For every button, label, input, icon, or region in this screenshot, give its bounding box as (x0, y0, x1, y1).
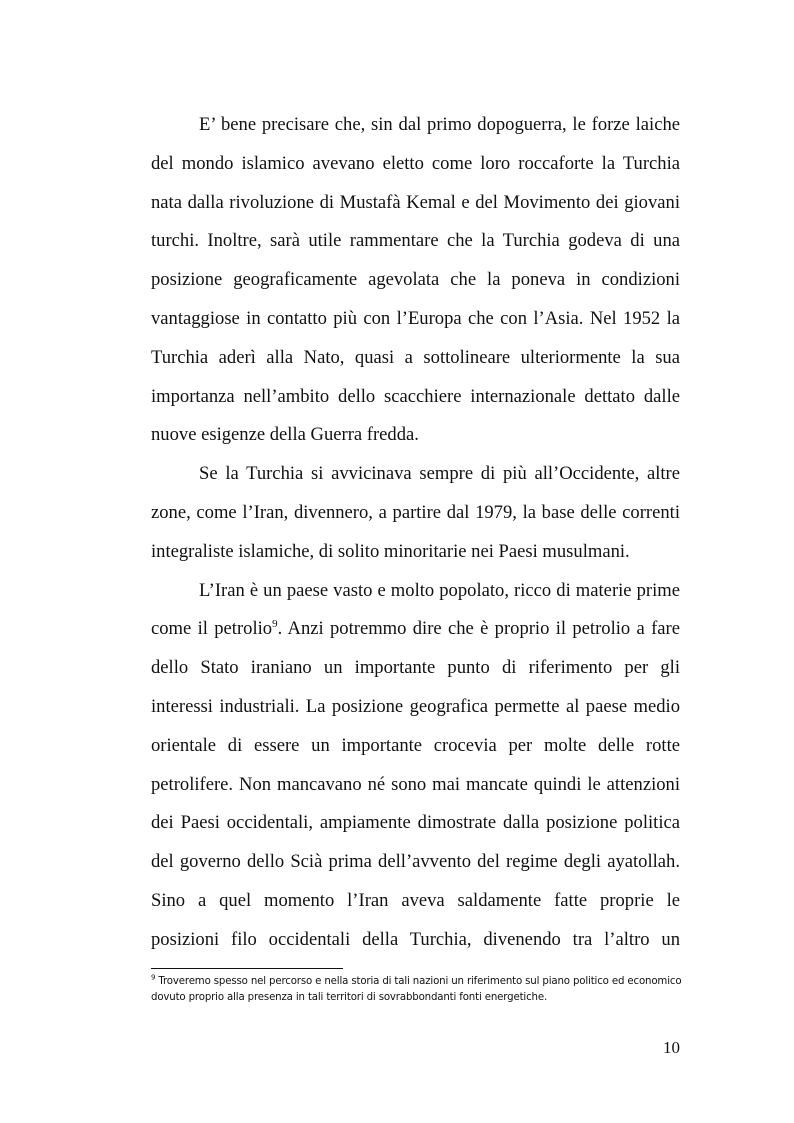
text-line: L’Iran è un paese vasto e molto popolato, ricco di materie prime (199, 579, 680, 601)
text-line: posizione geograficamente agevolata che la poneva in condizioni (151, 269, 680, 291)
text-line: E’ bene precisare che, sin dal primo dopoguerra, le forze laiche (199, 114, 680, 135)
text-line: orientale di essere un importante crocevia per molte delle rotte (151, 734, 680, 756)
footnote-separator (151, 968, 343, 969)
text-line: Turchia aderì alla Nato, quasi a sottolineare ulteriormente la sua (151, 346, 680, 368)
footnote-reference[interactable]: 9 (272, 618, 278, 631)
text-fragment: . Anzi potremmo dire che è proprio il petrolio a fare (277, 618, 680, 640)
text-line: vantaggiose in contatto più con l’Europa che con l’Asia. Nel 1952 la (151, 307, 680, 329)
footnote (151, 974, 691, 1006)
text-line: Sino a quel momento l’Iran aveva saldamente fatte proprie le (151, 889, 680, 911)
text-line: del mondo islamico avevano eletto come loro roccaforte la Turchia (151, 152, 680, 174)
text-line: posizioni filo occidentali della Turchia, divenendo tra l’altro un (151, 928, 680, 950)
body-text (151, 106, 680, 960)
text-line: interessi industriali. La posizione geografica permette al paese medio (151, 695, 680, 717)
footnote-marker: 9 (151, 973, 156, 982)
text-line: nuove esigenze della Guerra fredda. (151, 424, 419, 446)
text-fragment: come il petrolio (151, 618, 273, 640)
text-line: turchi. Inoltre, sarà utile rammentare che la Turchia godeva di una (151, 230, 680, 252)
text-line-with-footnote-ref (151, 610, 680, 649)
text-line: del governo dello Scià prima dell’avvento del regime degli ayatollah. (151, 851, 680, 873)
text-line: importanza nell’ambito dello scacchiere internazionale dettato dalle (151, 385, 680, 407)
text-line: nata dalla rivoluzione di Mustafà Kemal e del Movimento dei giovani (151, 191, 680, 213)
paragraph-iran-petrolio (151, 572, 680, 960)
text-line: dei Paesi occidentali, ampiamente dimostrate dalla posizione politica (151, 812, 680, 834)
text-line: integraliste islamiche, di solito minoritarie nei Paesi musulmani. (151, 540, 630, 562)
text-line: Se la Turchia si avvicinava sempre di più all’Occidente, altre (199, 463, 680, 485)
footnote-text: Troveremo spesso nel percorso e nella storia di tali nazioni un riferimento sul piano politico ed economico dovuto proprio alla presenza in tali territori di sovrabbondanti fonti energetiche. (151, 976, 682, 1003)
paragraph-turchia-laica (151, 106, 680, 455)
text-line: petrolifere. Non mancavano né sono mai mancate quindi le attenzioni (151, 773, 680, 795)
text-line: zone, come l’Iran, divennero, a partire dal 1979, la base delle correnti (151, 501, 680, 523)
paragraph-iran-integralismo (151, 455, 680, 571)
text-line: dello Stato iraniano un importante punto di riferimento per gli (151, 657, 680, 679)
page-number: 10 (663, 1038, 680, 1057)
